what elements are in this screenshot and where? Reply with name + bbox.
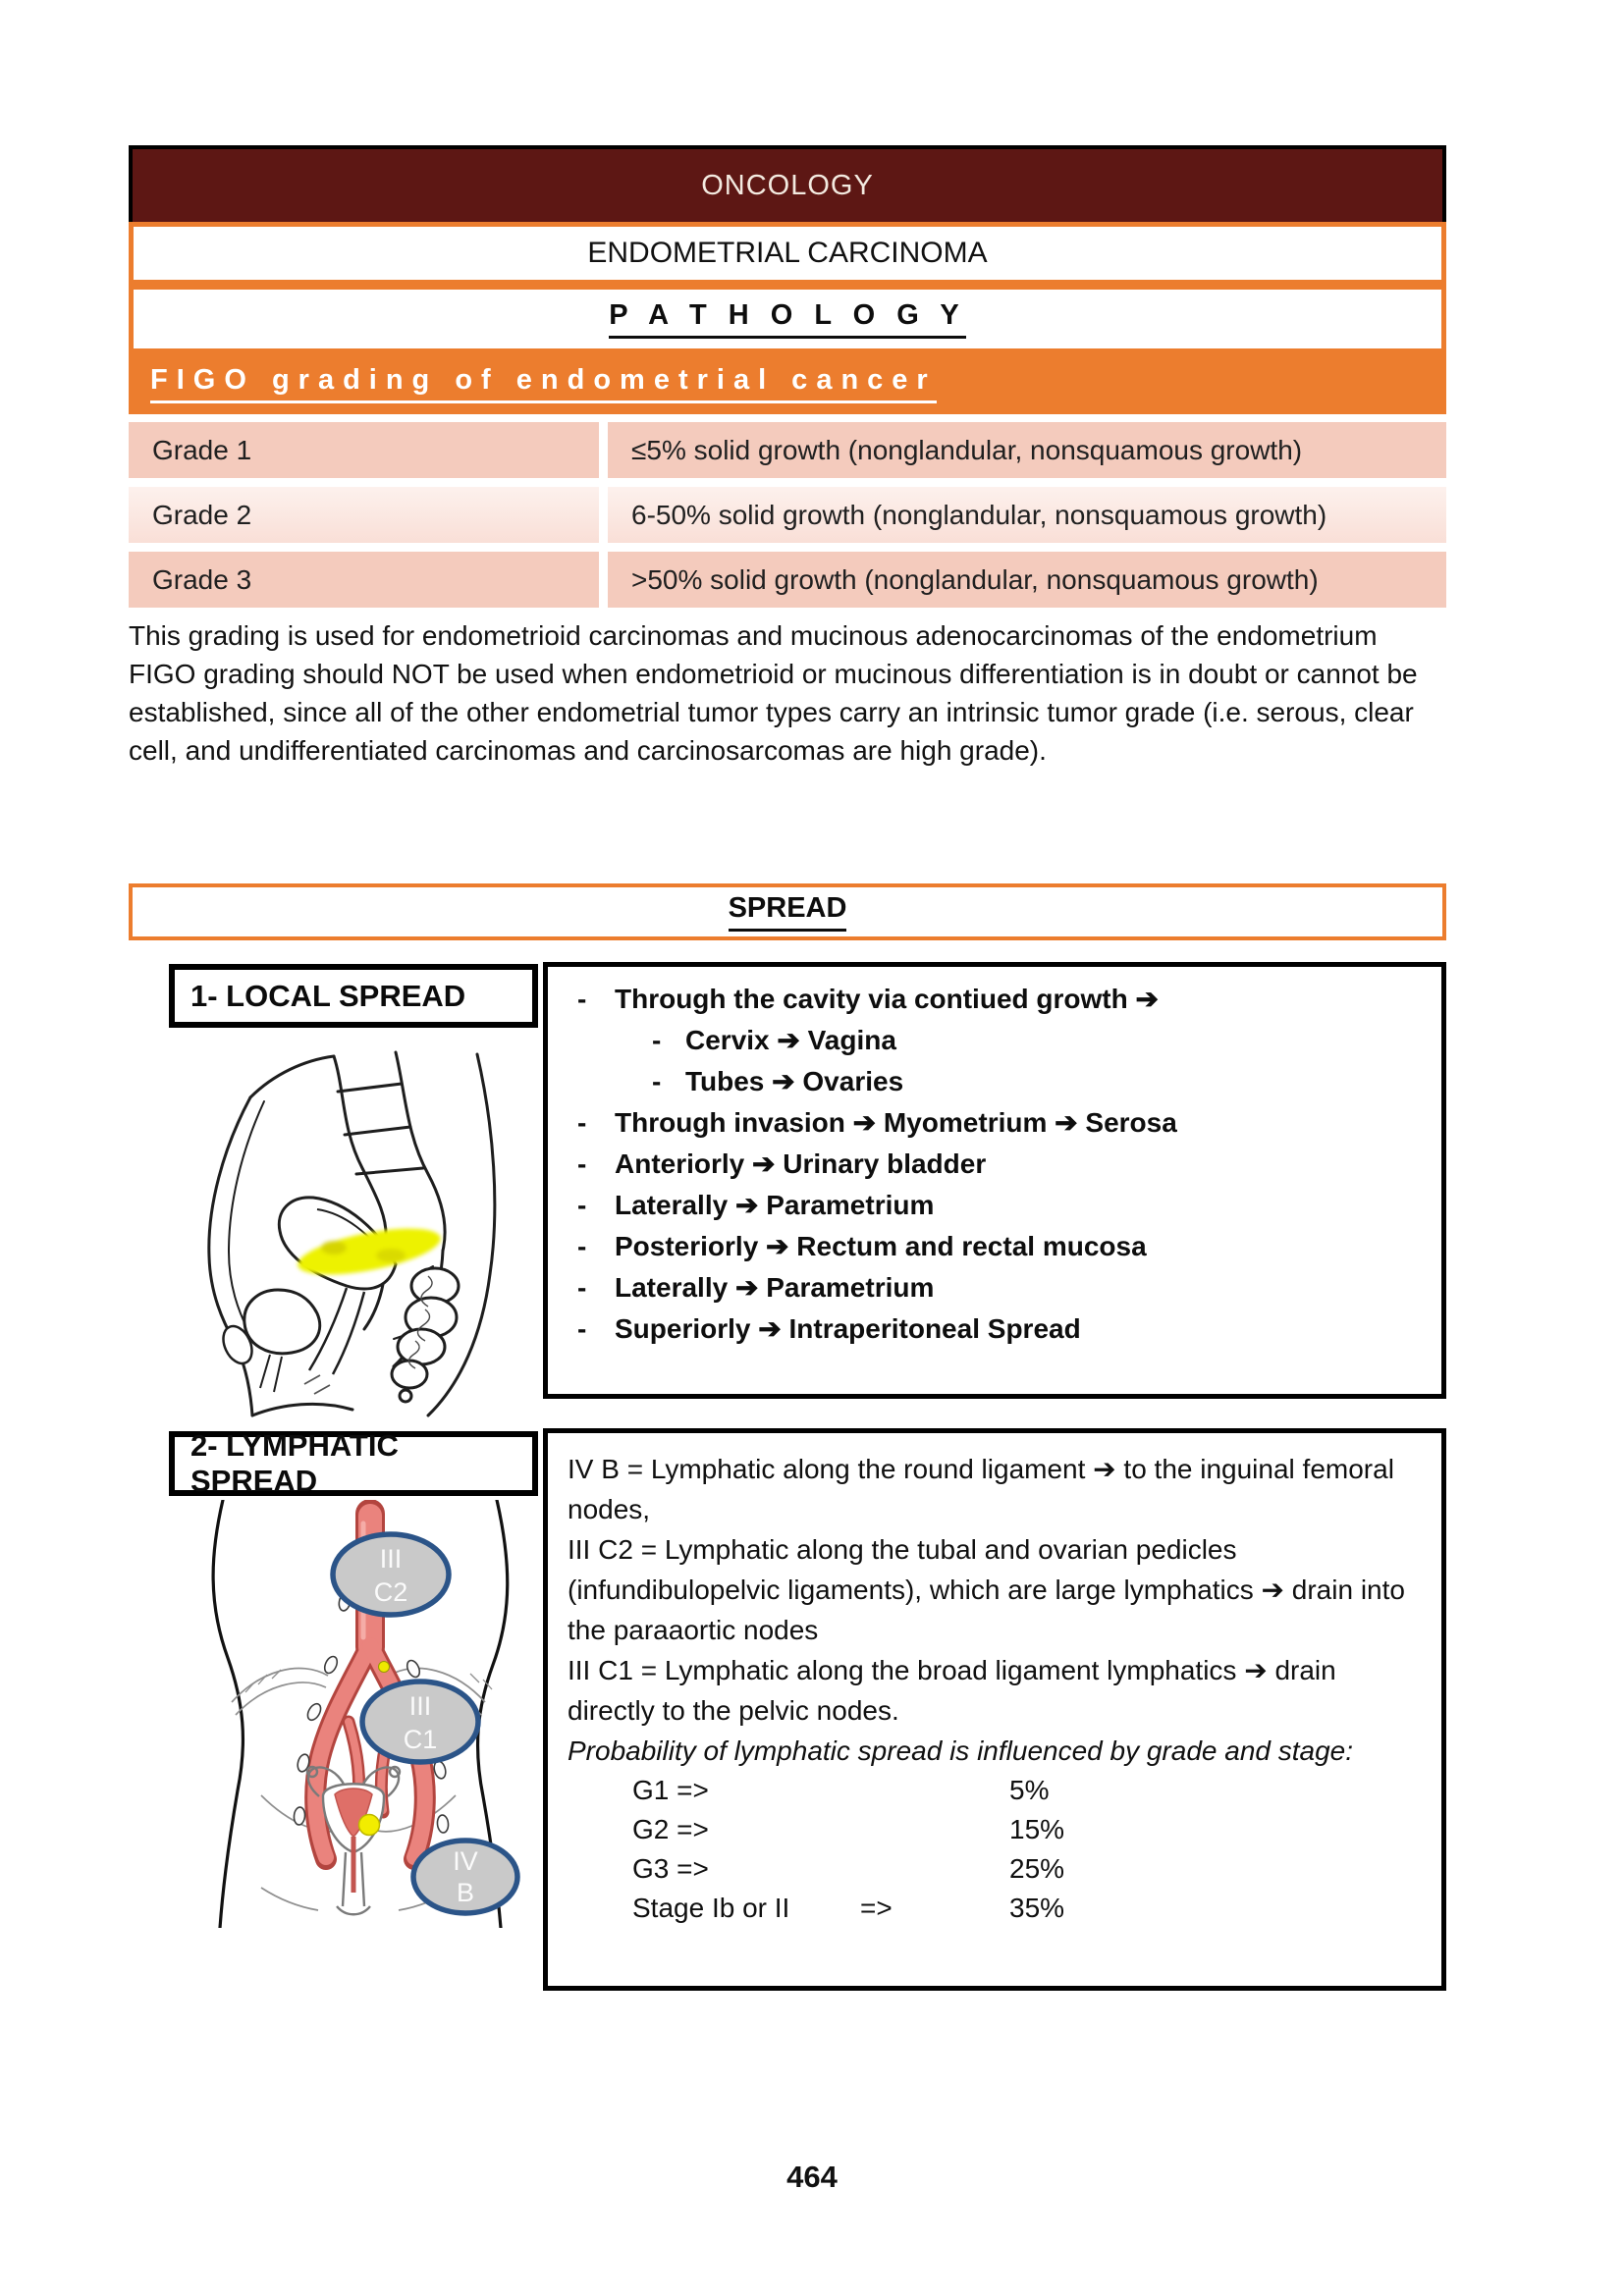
bullet-dash: - <box>577 1313 587 1344</box>
list-item <box>566 1144 1424 1185</box>
grade-table-row2-grade <box>129 487 599 543</box>
list-item <box>566 1020 1424 1061</box>
list-item-text: Anteriorly ➔ Urinary bladder <box>615 1148 987 1179</box>
local-spread-illustration <box>187 1048 520 1433</box>
list-item <box>566 1102 1424 1144</box>
spread-heading-box <box>129 883 1446 940</box>
bullet-dash: - <box>652 1066 662 1096</box>
bullet-dash: - <box>652 1025 662 1055</box>
list-item-text: Through invasion ➔ Myometrium ➔ Serosa <box>615 1107 1177 1138</box>
bullet-dash: - <box>577 1231 587 1261</box>
lymphatic-spread-title: 2- LYMPHATIC SPREAD <box>190 1428 399 1498</box>
probability-label: G1 => <box>632 1775 709 1805</box>
lymphatic-line: III C2 = Lymphatic along the tubal and ovarian pedicles (infundibulopelvic ligaments), which are large lymphatics ➔ drain into the paraaortic nodes <box>568 1534 1405 1645</box>
topic-title: ENDOMETRIAL CARCINOMA <box>587 237 988 269</box>
probability-arrow <box>860 1810 1009 1849</box>
probability-value: 5% <box>1009 1775 1050 1805</box>
topic-header <box>129 222 1446 285</box>
page-number: 464 <box>786 2160 838 2194</box>
list-item <box>566 1267 1424 1308</box>
lymphatic-line: IV B = Lymphatic along the round ligament ➔ to the inguinal femoral nodes, <box>568 1454 1394 1524</box>
probability-row <box>632 1889 1422 1928</box>
probability-label: G3 => <box>632 1853 709 1884</box>
grade-table-row3-grade <box>129 552 599 608</box>
yellow-node <box>379 1662 390 1673</box>
lymphatic-probability-caption: Probability of lymphatic spread is influenced by grade and stage: <box>568 1735 1354 1766</box>
grade-table-row1-grade <box>129 422 599 478</box>
probability-arrow <box>860 1849 1009 1889</box>
badge-IV-B <box>413 1841 517 1913</box>
grade-desc: ≤5% solid growth (nonglandular, nonsquamous growth) <box>631 434 1303 465</box>
badge-label: C1 <box>403 1725 438 1754</box>
lymphatic-spread-panel <box>543 1428 1446 1991</box>
list-item-text: Through the cavity via contiued growth ➔ <box>615 984 1159 1014</box>
grade-label: Grade 3 <box>152 563 252 595</box>
lymphatic-line: III C1 = Lymphatic along the broad ligament lymphatics ➔ drain directly to the pelvic nodes. <box>568 1655 1336 1726</box>
probability-label: Stage Ib or II <box>632 1893 790 1923</box>
list-item-text: Tubes ➔ Ovaries <box>685 1066 904 1096</box>
bullet-dash: - <box>577 1190 587 1220</box>
rectum-drawing <box>392 1268 459 1402</box>
pathology-title: P A T H O L O G Y <box>609 299 965 339</box>
chapter-header <box>129 145 1446 222</box>
bullet-dash: - <box>577 984 587 1014</box>
lymphatic-spread-illustration <box>201 1500 545 1928</box>
note-line: This grading is used for endometrioid carcinomas and mucinous adenocarcinomas of the endometrium <box>129 620 1378 651</box>
badge-label: B <box>456 1878 475 1907</box>
list-item-text: Laterally ➔ Parametrium <box>615 1190 935 1220</box>
probability-row <box>632 1771 1422 1810</box>
pathology-header <box>129 285 1446 353</box>
grade-label: Grade 2 <box>152 499 252 530</box>
yellow-tumor <box>359 1815 380 1836</box>
note-line: FIGO grading should NOT be used when endometrioid or mucinous differentiation is in doubt or cannot be established, since all of the other endometrial tumor types carry an intrinsic tumor grade (i.e. serous, clear cell, and undifferentiated carcinomas and carcinosarcomas are high grade). <box>129 659 1418 766</box>
figo-heading: FIGO grading of endometrial cancer <box>150 364 937 403</box>
probability-row <box>632 1849 1422 1889</box>
probability-value: 35% <box>1009 1893 1065 1923</box>
bullet-dash: - <box>577 1148 587 1179</box>
badge-label: IV <box>453 1846 478 1876</box>
list-item-text: Laterally ➔ Parametrium <box>615 1272 935 1303</box>
figo-notes <box>129 616 1446 770</box>
probability-value: 25% <box>1009 1853 1065 1884</box>
grade-table-row3-desc <box>608 552 1446 608</box>
local-spread-panel <box>543 962 1446 1399</box>
list-item <box>566 1308 1424 1350</box>
badge-III-C1 <box>362 1682 478 1762</box>
local-spread-title: 1- LOCAL SPREAD <box>190 978 466 1013</box>
figo-heading-bar <box>129 353 1446 414</box>
list-item <box>566 1185 1424 1226</box>
probability-label: G2 => <box>632 1814 709 1844</box>
list-item-text: Superiorly ➔ Intraperitoneal Spread <box>615 1313 1081 1344</box>
list-item-text: Posteriorly ➔ Rectum and rectal mucosa <box>615 1231 1147 1261</box>
probability-arrow <box>860 1771 1009 1810</box>
grade-table-row2-desc <box>608 487 1446 543</box>
local-spread-header-box <box>169 964 538 1028</box>
chapter-title: ONCOLOGY <box>701 169 874 201</box>
lymphatic-spread-header-box <box>169 1428 538 1498</box>
probability-row <box>632 1810 1422 1849</box>
bullet-dash: - <box>577 1107 587 1138</box>
list-item-text: Cervix ➔ Vagina <box>685 1025 896 1055</box>
spread-heading: SPREAD <box>729 892 847 932</box>
grade-desc: 6-50% solid growth (nonglandular, nonsquamous growth) <box>631 499 1327 530</box>
list-item <box>566 1061 1424 1102</box>
list-item <box>566 1226 1424 1267</box>
grade-table-row1-desc <box>608 422 1446 478</box>
bullet-dash: - <box>577 1272 587 1303</box>
badge-III-C2 <box>333 1534 449 1615</box>
badge-label: C2 <box>373 1577 408 1607</box>
probability-arrow: => <box>860 1893 893 1923</box>
probability-value: 15% <box>1009 1814 1065 1844</box>
grade-label: Grade 1 <box>152 434 252 465</box>
bladder-drawing <box>218 1290 330 1394</box>
badge-label: III <box>379 1544 403 1574</box>
list-item <box>566 979 1424 1020</box>
grade-desc: >50% solid growth (nonglandular, nonsquamous growth) <box>631 563 1319 595</box>
badge-label: III <box>408 1691 432 1721</box>
